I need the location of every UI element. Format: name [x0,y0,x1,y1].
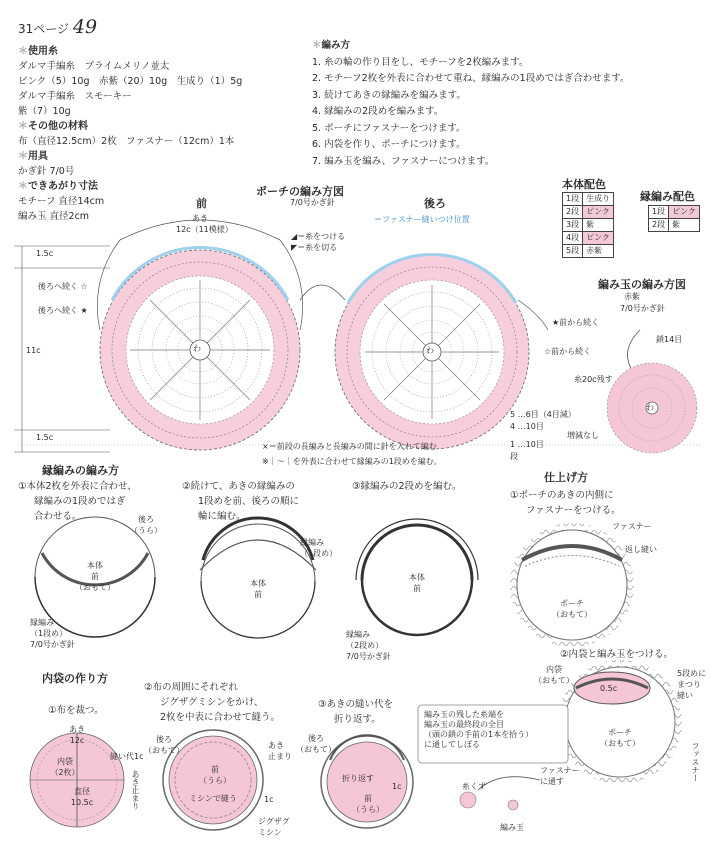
page-number: 31ページ 49 [18,16,98,38]
lining-step-2: ②布の周囲にそれぞれ ジグザグミシンをかけ、 2枚を中表に合わせて縫う。 [144,682,281,723]
ball-chart [607,330,697,453]
edge2-label: 縁編み （1段め） [300,538,338,558]
dim-middle: 11c [26,346,41,355]
body-colors-table [562,192,614,258]
fold-label: 折り返す [342,774,374,783]
connector-loop [300,285,345,300]
lining-diagram-1 [30,733,124,827]
seam-label: 縫い代1c [110,752,144,761]
ball-chart-title: 編み玉の編み方図 [598,278,686,291]
materials-block: ＊使用糸 ダルマ手編糸 プライムメリノ並太 ピンク（5）10g 赤紫（20）10g 生成り（1）5g ダルマ手編糸 スモーキー 紫（7）10g ＊その他の材料 布（直径12.5cm）2枚 ファスナー（12cm）1本 ＊用具 かぎ針 7/0号 ＊できあがり寸法 モチーフ 直径14cm 編み玉 直径2cm [18,46,243,222]
zigzag-label: ジグザグ ミシン [258,817,290,837]
scrap-label: 糸くず [462,782,486,791]
pouch-chart-hook: 7/0号かぎ針 [290,198,335,207]
opening-label: あき [192,214,208,223]
edging-title: 縁編みの編み方 [42,464,119,477]
ball-hook: 7/0号かぎ針 [620,304,665,313]
diameter-label: 直径 10.5c [70,787,94,807]
note-2: ※｜～｜を外表に合わせて縁編みの1段めを編む。 [262,457,442,466]
lining-title: 内袋の作り方 [42,672,108,685]
finish-step-1: ①ポーチのあきの内側に ファスナーをつける。 [510,490,621,516]
from-front-label-1: ★前から続く [552,318,600,327]
table-row: 2段 ピンク [563,206,614,219]
edging-step-2: ②続けて、あきの縁編みの 1段めを前、後ろの順に 輪に編む。 [182,481,300,522]
ball-row-1: 1 …10目 [510,440,544,449]
body-label-2: 本体 前 [250,579,266,599]
zipper-label: ファスナー [612,522,652,531]
ball-label: 編み玉 [500,823,524,832]
front-label-2: 前 （うら） [199,765,231,785]
edge3-label: 縁編み （2段め） 7/0号かぎ針 [346,630,391,661]
edging-step-1: ①本体2枚を外表に合わせ、 縁編みの1段めではぎ 合わせる。 [18,481,137,522]
ball-center-ring: わ [646,403,654,412]
lining-step-1: ①布を裁つ。 [48,705,104,716]
note-1: ×＝前段の長編みと長編みの間に針を入れて編む [262,442,437,451]
ball-no-change: 増減なし [567,431,599,440]
table-row: 3段 紫 [563,219,614,232]
table-row: 4段 ピンク [563,232,614,245]
pouch2-label: ポーチ （おもて） [600,728,640,748]
back-label: 後ろ [424,197,446,210]
dim-bottom: 1.5c [36,433,54,442]
gap-label: 0.5c [600,684,618,693]
row5-label: 5段めに まつり 縫い [677,669,707,700]
ball-row-4: 4 …10目 [510,422,544,431]
lining-opening: あき 12c [69,725,85,745]
front-motif-chart [97,220,302,450]
finish-step-2: ②内袋と編み玉をつける。 [560,649,674,660]
edge-colors-table [648,205,700,232]
ball-color: 赤紫 [624,292,640,301]
seam3-label: 1c [392,782,402,791]
opening-size: 12c（11模様） [176,225,233,234]
body-label-3: 本体 前 [409,573,425,593]
to-back-label-2: 後ろへ続く ★ [38,306,88,315]
finish-diagram-1 [510,523,634,647]
back3-label: 後ろ （おもて） [296,734,336,754]
edge-colors-title: 縁編み配色 [640,190,695,203]
ball-leave-yarn: 糸20c残す [574,375,613,384]
zip-pass-label: ファスナー に通す [540,766,580,786]
back-label-2: 後ろ （おもて） [144,735,184,755]
method-block: ＊編み方 1. 糸の輪の作り目をし、モチーフを2枚編みます。 2. モチーフ2枚を外表に合わせて重ね、縁編みの1段めではぎ合わせます。 3. 続けてあきの縁編みを編みます。 4. 縁編みの2段めを編みます。 5. ポーチにファスナーをつけます。 6. 内袋を作り、ポーチにつけます。 7. 編み玉を編み、ファスナーにつけます。 [312,40,630,167]
lining-step-3: ③あきの縫い代を 折り返す。 [318,699,394,725]
finish-title: 仕上げ方 [544,471,588,484]
body-label-1: 本体 前 （おもて） [75,561,115,592]
lining-label: 内袋 （おもて） [534,665,574,685]
ball-chain: 鎖14目 [656,335,683,344]
pouch-chart-title: ポーチの編み方図 [256,185,344,198]
table-row: 1段 生成り [563,193,614,206]
table-row: 2段 紫 [649,219,700,232]
ball-note: 編み玉の残した糸端を 編み玉の最終段の全目 （頭の鎖の手前の1本を拾う） に通してしぼる [424,710,534,749]
machine-label: ミシンで縫う [189,794,237,803]
attach-yarn-legend: ◢＝糸をつける [291,232,346,241]
stop-label: あき止まり [131,770,140,810]
table-row: 1段 ピンク [649,206,700,219]
edge-row1-label: 縁編み （1段め） 7/0号かぎ針 [30,618,75,649]
to-back-label-1: 後ろへ続く ☆ [38,282,88,291]
seam2-label: 1c [264,795,274,804]
pouch-label: ポーチ （おもて） [552,599,592,619]
from-front-label-2: ☆前から続く [544,347,592,356]
stop2-label: あき 止まり [268,741,292,761]
dim-top: 1.5c [36,249,54,258]
front3-label: 前 （うら） [352,794,384,814]
body-colors-title: 本体配色 [562,178,606,191]
back-center-ring: わ [426,346,434,355]
edging-step-3: ③縁編みの2段めを編む。 [352,481,462,492]
cut-yarn-legend: ◤＝糸を切る [291,243,338,252]
front-label: 前 [196,197,207,210]
lining-label: 内袋 （2枚） [50,757,80,777]
ball-row-5: 5 …6目（4目減） [510,410,576,419]
backstitch-label: 返し縫い [625,545,657,554]
table-row: 5段 赤紫 [563,245,614,258]
zipper-line-legend: ＝ファスナー縫いつけ位置 [374,215,470,224]
back-wrong-label: 後ろ （うら） [130,515,162,535]
ball-row-tail: 段 [510,452,518,461]
zipper2-label: ファスナー [691,742,700,782]
front-center-ring: わ [193,344,201,353]
